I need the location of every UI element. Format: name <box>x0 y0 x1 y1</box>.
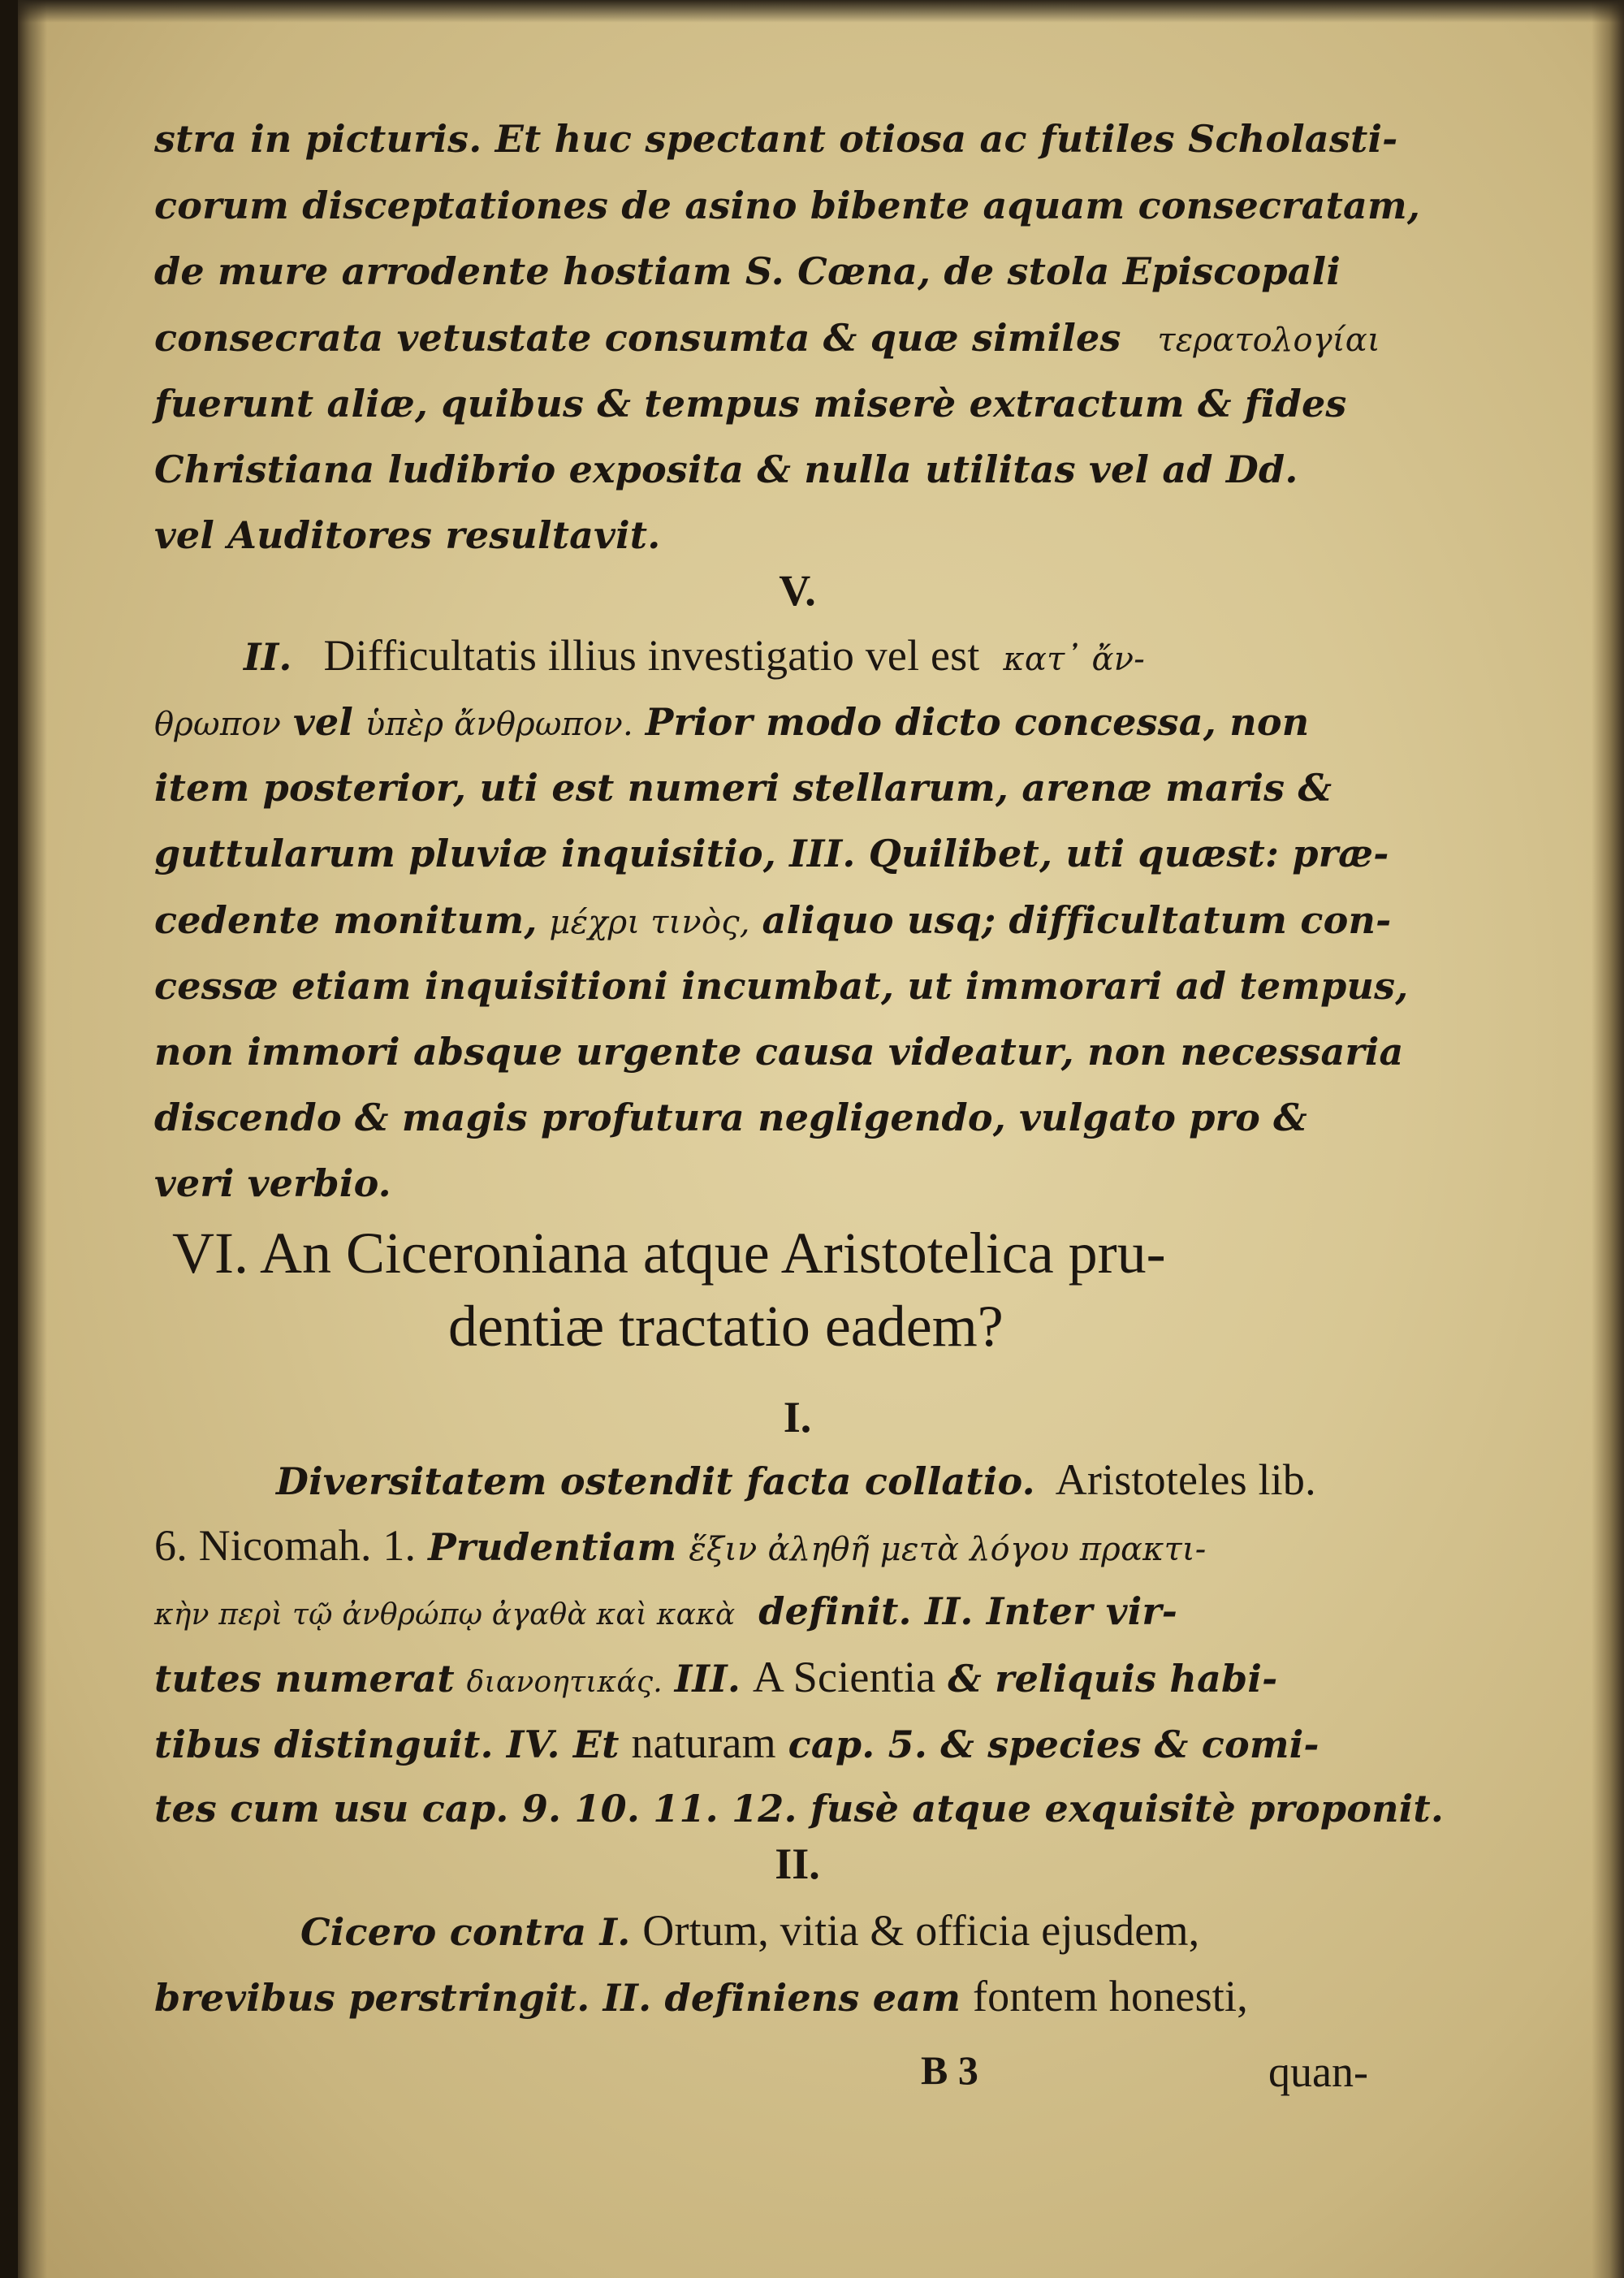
para4-line-1 <box>154 1905 1431 1957</box>
para2-line5-greek: μέχρι τινὸς, <box>549 904 750 941</box>
para3-l4-greek: διανοητικάς. <box>466 1666 663 1699</box>
para3-l5-b: cap. 5. & species & comi- <box>788 1723 1320 1766</box>
para2-text2: vel <box>292 700 354 744</box>
para3-l3-ital: definit. II. Inter vir- <box>758 1589 1178 1633</box>
text-line-6: Christiana ludibrio exposita & nulla utilitas vel ad Dd. <box>154 447 1298 491</box>
para3-line-6: tes cum usu cap. 9. 10. 11. 12. fusè atque exquisitè proponit. <box>154 1787 1445 1831</box>
para3-line-2 <box>154 1520 1431 1575</box>
section-number-ii: II. <box>775 1839 820 1888</box>
para3-l5-rom: naturam <box>631 1718 776 1767</box>
text-line-7: vel Auditores resultavit. <box>154 513 661 557</box>
para3-line-5 <box>154 1718 1431 1770</box>
para2-line-8: discendo & magis profutura negligendo, vulgato pro & <box>154 1096 1307 1139</box>
para3-l4-rom: A Scientia <box>752 1653 936 1701</box>
para2-line-1 <box>154 630 1431 685</box>
para2-text3: Prior modo dicto concessa, non <box>645 700 1310 744</box>
para3-line-1 <box>154 1455 1431 1506</box>
para2-line5-b: aliquo usq; difficultatum con- <box>762 898 1392 942</box>
text-line-5: fuerunt aliæ, quibus & tempus miserè extractum & fides <box>154 382 1347 426</box>
para3-l5-a: tibus distinguit. IV. Et <box>154 1723 620 1766</box>
para2-greek3: ὑπὲρ ἄνθρωπον. <box>365 706 633 743</box>
section-number-v: V. <box>779 566 816 615</box>
para3-l4-b: III. <box>674 1657 741 1701</box>
para3-l1-ital: Diversitatem ostendit facta collatio. <box>276 1459 1035 1503</box>
para4-line-2 <box>154 1971 1431 2023</box>
para3-l2-a: 6. Nicomah. 1. <box>154 1521 417 1570</box>
text-line-3: de mure arrodente hostiam S. Cœna, de stola Episcopali <box>154 249 1341 293</box>
para2-line-6: cessæ etiam inquisitioni incumbat, ut immorari ad tempus, <box>154 964 1409 1008</box>
section-number-i: I. <box>783 1393 812 1442</box>
para3-l3-greek: κὴν περὶ τῷ ἀνθρώπῳ ἀγαθὰ καὶ κακὰ <box>154 1598 736 1632</box>
book-page <box>18 0 1624 2278</box>
para2-number: II. <box>244 635 292 679</box>
para3-line-4 <box>154 1652 1431 1708</box>
para2-line5-a: cedente monitum, <box>154 898 538 942</box>
text-line-1: stra in picturis. Et huc spectant otiosa ac futiles Scholasti- <box>154 117 1398 161</box>
signature-mark: B 3 <box>921 2047 978 2093</box>
para2-text1: Difficultatis illius investigatio vel est <box>323 631 980 680</box>
para3-l2-ital: Prudentiam <box>428 1525 677 1569</box>
para2-line-2 <box>154 697 1431 750</box>
para4-l1-rom: Ortum, vitia & officia ejusdem, <box>642 1906 1200 1955</box>
catchword: quan- <box>1268 2047 1368 2096</box>
para2-greek1: κατ᾽ ἄν- <box>1003 641 1145 678</box>
para2-line-4: guttularum pluviæ inquisitio, III. Quilibet, uti quæst: præ- <box>154 832 1389 875</box>
para4-l1-ital: Cicero contra I. <box>300 1910 631 1954</box>
para2-line-3: item posterior, uti est numeri stellarum, arenæ maris & <box>154 766 1332 810</box>
para2-line-5 <box>154 895 1431 948</box>
para2-line-7: non immori absque urgente causa videatur, non necessaria <box>154 1030 1404 1074</box>
text-line-2: corum disceptationes de asino bibente aquam consecratam, <box>154 184 1421 227</box>
page-binding-shadow <box>18 0 47 2278</box>
section-heading-line-1: VI. An Ciceroniana atque Aristotelica pru- <box>172 1221 1166 1286</box>
para3-l4-c: & reliquis habi- <box>948 1657 1278 1701</box>
para3-l2-greek: ἕξιν ἀληθῆ μετὰ λόγου πρακτι- <box>689 1531 1207 1568</box>
para3-l1-rom: Aristoteles lib. <box>1055 1455 1316 1504</box>
text-line-4 <box>154 313 1431 365</box>
para2-line-9: veri verbio. <box>154 1161 391 1205</box>
para2-greek2: θρωπον <box>154 706 282 743</box>
text-line-4-latin: consecrata vetustate consumta & quæ similes <box>154 316 1121 360</box>
greek-teratologiae: τερατολογίαι <box>1157 322 1380 359</box>
para4-l2-rom: fontem honesti, <box>972 1972 1248 2021</box>
para3-line-3 <box>154 1586 1431 1640</box>
page-edge-shadow <box>1592 0 1624 2278</box>
para3-l4-ital: tutes numerat <box>154 1657 455 1701</box>
para4-l2-ital: brevibus perstringit. II. definiens eam <box>154 1976 961 2020</box>
page-top-shadow <box>18 0 1624 23</box>
section-heading-line-2: dentiæ tractatio eadem? <box>448 1294 1004 1359</box>
